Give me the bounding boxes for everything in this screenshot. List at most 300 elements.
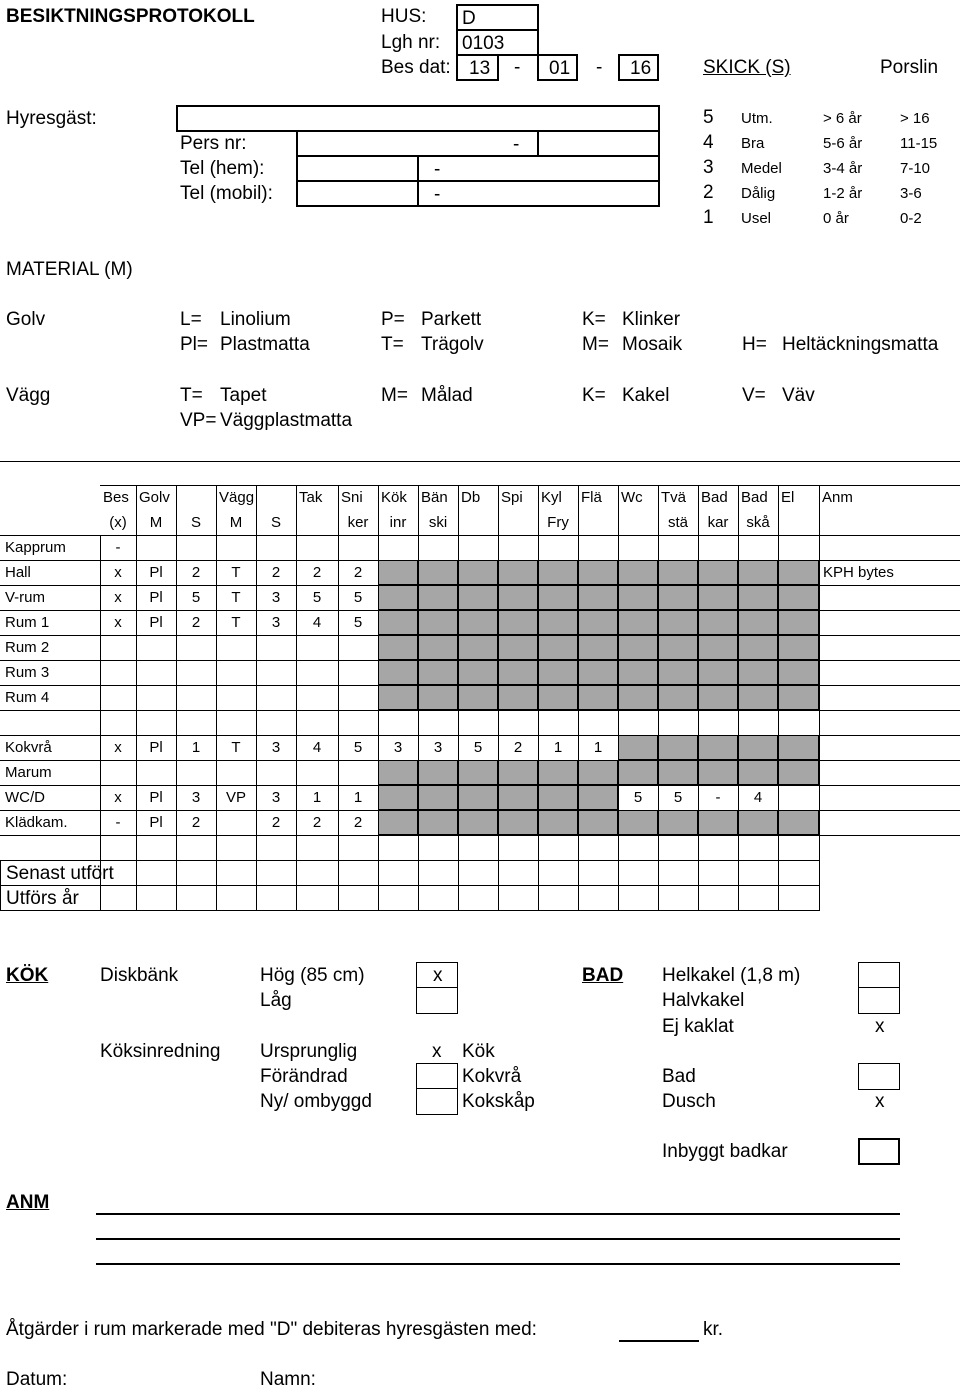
utfors-label: Utförs år bbox=[6, 888, 79, 909]
shaded-cell bbox=[618, 560, 658, 585]
table-cell[interactable]: T bbox=[231, 589, 241, 606]
material-heading: MATERIAL (M) bbox=[6, 259, 133, 280]
golv-code: L= bbox=[180, 309, 202, 330]
shaded-cell bbox=[538, 785, 578, 810]
column-header: Anm bbox=[822, 489, 853, 506]
kr-amount-line[interactable] bbox=[619, 1340, 699, 1342]
table-cell[interactable]: 1 bbox=[553, 739, 563, 756]
shaded-cell bbox=[458, 760, 498, 785]
room-label: WC/D bbox=[5, 789, 45, 806]
vagg-code: V= bbox=[742, 385, 766, 406]
table-cell[interactable]: 2 bbox=[513, 739, 523, 756]
table-cell[interactable]: 5 bbox=[353, 589, 363, 606]
table-cell[interactable]: 5 bbox=[673, 789, 683, 806]
shaded-cell bbox=[458, 685, 498, 710]
table-cell[interactable]: 5 bbox=[633, 789, 643, 806]
column-header: El bbox=[781, 489, 795, 506]
shaded-cell bbox=[538, 660, 578, 685]
table-cell[interactable]: Pl bbox=[149, 614, 163, 631]
anm-cell[interactable]: KPH bytes bbox=[823, 564, 894, 581]
table-cell[interactable]: 5 bbox=[353, 614, 363, 631]
column-header: Spi bbox=[501, 489, 523, 506]
table-cell[interactable]: 3 bbox=[271, 739, 281, 756]
skick-age: 3-4 år bbox=[823, 160, 863, 177]
lgh-value: 0103 bbox=[462, 33, 505, 54]
shaded-cell bbox=[738, 560, 778, 585]
inbyggt-label: Inbyggt badkar bbox=[662, 1141, 788, 1162]
table-cell[interactable]: 4 bbox=[753, 789, 763, 806]
column-header: Tak bbox=[299, 489, 323, 506]
table-rule bbox=[0, 560, 960, 561]
shaded-cell bbox=[458, 585, 498, 610]
forandrad-checkbox[interactable] bbox=[416, 1063, 458, 1090]
skick-porslin: > 16 bbox=[900, 110, 930, 127]
column-header: Tvä bbox=[661, 489, 687, 506]
room-label: Rum 4 bbox=[5, 689, 50, 706]
shaded-cell bbox=[578, 635, 618, 660]
shaded-cell bbox=[378, 660, 418, 685]
shaded-cell bbox=[778, 610, 819, 635]
table-cell[interactable]: 2 bbox=[353, 814, 363, 831]
bad-checkbox[interactable] bbox=[858, 1063, 900, 1090]
table-cell[interactable]: 5 bbox=[353, 739, 363, 756]
golv-name: Heltäckningsmatta bbox=[782, 334, 939, 355]
besdat-month: 01 bbox=[549, 58, 571, 79]
shaded-cell bbox=[538, 585, 578, 610]
column-subheader: ski bbox=[428, 514, 448, 531]
table-cell[interactable]: T bbox=[231, 739, 241, 756]
ejkaklat-label: Ej kaklat bbox=[662, 1016, 734, 1037]
table-cell[interactable]: T bbox=[231, 564, 241, 581]
shaded-cell bbox=[698, 760, 738, 785]
column-subheader: Fry bbox=[547, 514, 569, 531]
table-cell[interactable]: x bbox=[114, 564, 122, 581]
skick-age: 0 år bbox=[823, 210, 849, 227]
shaded-cell bbox=[778, 635, 819, 660]
dusch-value: x bbox=[875, 1091, 885, 1112]
anm-line[interactable] bbox=[96, 1213, 900, 1215]
besdat-day-field[interactable] bbox=[456, 54, 499, 81]
shaded-cell bbox=[778, 660, 819, 685]
table-rule bbox=[100, 485, 960, 486]
shaded-cell bbox=[698, 685, 738, 710]
shaded-cell bbox=[778, 735, 819, 760]
shaded-cell bbox=[498, 660, 538, 685]
column-header: Bad bbox=[701, 489, 728, 506]
shaded-cell bbox=[578, 785, 618, 810]
table-cell[interactable]: Pl bbox=[149, 589, 163, 606]
column-subheader: kar bbox=[707, 514, 729, 531]
anm-heading: ANM bbox=[6, 1192, 50, 1213]
table-rule bbox=[0, 535, 960, 536]
skick-porslin: 3-6 bbox=[900, 185, 922, 202]
kokvra-label: Kokvrå bbox=[462, 1066, 522, 1087]
ejkaklat-value: x bbox=[875, 1016, 885, 1037]
column-subheader: M bbox=[149, 514, 163, 531]
column-header: Flä bbox=[581, 489, 602, 506]
skick-heading: SKICK (S) bbox=[703, 57, 791, 78]
shaded-cell bbox=[618, 810, 658, 835]
column-header: Bän bbox=[421, 489, 448, 506]
datum-label: Datum: bbox=[6, 1369, 68, 1387]
column-subheader: M bbox=[229, 514, 243, 531]
shaded-cell bbox=[578, 810, 618, 835]
persnr-field[interactable] bbox=[296, 130, 660, 157]
vagg-name: Tapet bbox=[220, 385, 267, 406]
kr-label: kr. bbox=[703, 1319, 724, 1340]
table-cell[interactable]: 1 bbox=[312, 789, 322, 806]
table-rule bbox=[0, 635, 960, 636]
shaded-cell bbox=[378, 685, 418, 710]
table-cell[interactable]: 2 bbox=[271, 564, 281, 581]
shaded-cell bbox=[498, 560, 538, 585]
besdat-sep: - bbox=[514, 57, 521, 78]
halvkakel-checkbox[interactable] bbox=[858, 987, 900, 1014]
vagg-code: T= bbox=[180, 385, 203, 406]
table-cell[interactable]: x bbox=[114, 589, 122, 606]
senast-label: Senast utfört bbox=[6, 863, 114, 884]
column-header: Db bbox=[461, 489, 481, 506]
column-header: Wc bbox=[621, 489, 643, 506]
table-cell[interactable]: 3 bbox=[393, 739, 403, 756]
table-rule bbox=[498, 485, 499, 910]
table-rule bbox=[296, 485, 297, 910]
shaded-cell bbox=[458, 560, 498, 585]
table-rule bbox=[0, 860, 1, 910]
besdat-month-field[interactable] bbox=[537, 54, 578, 81]
shaded-cell bbox=[738, 635, 778, 660]
anm-line[interactable] bbox=[96, 1238, 900, 1240]
hyresgast-field[interactable] bbox=[176, 105, 660, 132]
vagg-code: K= bbox=[582, 385, 606, 406]
room-label: Rum 3 bbox=[5, 664, 50, 681]
table-cell[interactable]: VP bbox=[225, 789, 246, 806]
table-rule bbox=[0, 785, 960, 786]
kok-heading: KÖK bbox=[6, 965, 49, 986]
table-cell[interactable]: Pl bbox=[149, 739, 163, 756]
persnr-label: Pers nr: bbox=[180, 133, 247, 154]
lgh-field[interactable] bbox=[456, 29, 539, 56]
room-label: V-rum bbox=[5, 589, 46, 606]
vagg-name: Kakel bbox=[622, 385, 670, 406]
column-header: Kyl bbox=[541, 489, 562, 506]
shaded-cell bbox=[618, 610, 658, 635]
ursprunglig-label: Ursprunglig bbox=[260, 1041, 358, 1062]
table-rule bbox=[0, 610, 960, 611]
golv-code: P= bbox=[381, 309, 405, 330]
vagg-code: M= bbox=[381, 385, 408, 406]
vagg-label: Vägg bbox=[6, 385, 51, 406]
table-cell[interactable]: 2 bbox=[191, 564, 201, 581]
shaded-cell bbox=[458, 610, 498, 635]
table-cell[interactable]: 4 bbox=[312, 739, 322, 756]
column-header: Bes bbox=[103, 489, 129, 506]
shaded-cell bbox=[738, 760, 778, 785]
porslin-heading: Porslin bbox=[880, 57, 939, 78]
telmobil-label: Tel (mobil): bbox=[180, 183, 273, 204]
table-rule bbox=[338, 485, 339, 910]
besdat-sep: - bbox=[596, 57, 603, 78]
table-rule bbox=[778, 485, 779, 910]
golv-code: K= bbox=[582, 309, 606, 330]
shaded-cell bbox=[418, 560, 458, 585]
table-cell[interactable]: 3 bbox=[191, 789, 201, 806]
telhem-label: Tel (hem): bbox=[180, 158, 265, 179]
shaded-cell bbox=[418, 685, 458, 710]
shaded-cell bbox=[578, 560, 618, 585]
skick-number: 1 bbox=[703, 207, 714, 228]
column-subheader: (x) bbox=[109, 514, 127, 531]
column-header: Golv bbox=[139, 489, 170, 506]
shaded-cell bbox=[458, 810, 498, 835]
shaded-cell bbox=[658, 685, 698, 710]
shaded-cell bbox=[618, 660, 658, 685]
atgarder-text: Åtgärder i rum markerade med "D" debiteras hyresgästen med: bbox=[6, 1319, 537, 1340]
helkakel-label: Helkakel (1,8 m) bbox=[662, 965, 801, 986]
table-cell[interactable]: 4 bbox=[312, 614, 322, 631]
table-cell[interactable]: Pl bbox=[149, 564, 163, 581]
table-cell[interactable]: 1 bbox=[353, 789, 363, 806]
shaded-cell bbox=[658, 735, 698, 760]
shaded-cell bbox=[578, 660, 618, 685]
vagg-code: VP= bbox=[180, 410, 217, 431]
telhem-sep: - bbox=[434, 159, 441, 180]
shaded-cell bbox=[498, 810, 538, 835]
table-rule bbox=[0, 835, 960, 836]
shaded-cell bbox=[618, 685, 658, 710]
shaded-cell bbox=[458, 635, 498, 660]
golv-name: Trägolv bbox=[421, 334, 484, 355]
shaded-cell bbox=[658, 760, 698, 785]
shaded-cell bbox=[418, 760, 458, 785]
column-header: Bad bbox=[741, 489, 768, 506]
skick-number: 3 bbox=[703, 157, 714, 178]
shaded-cell bbox=[498, 685, 538, 710]
table-cell[interactable]: 3 bbox=[271, 614, 281, 631]
table-cell[interactable]: 2 bbox=[191, 614, 201, 631]
shaded-cell bbox=[418, 810, 458, 835]
shaded-cell bbox=[418, 585, 458, 610]
table-rule bbox=[538, 485, 539, 910]
room-label: Rum 1 bbox=[5, 614, 50, 631]
table-cell[interactable]: 2 bbox=[191, 814, 201, 831]
shaded-cell bbox=[458, 660, 498, 685]
namn-label: Namn: bbox=[260, 1369, 316, 1387]
golv-code: M= bbox=[582, 334, 609, 355]
table-rule bbox=[378, 485, 379, 910]
shaded-cell bbox=[458, 785, 498, 810]
shaded-cell bbox=[698, 560, 738, 585]
table-cell[interactable]: 5 bbox=[473, 739, 483, 756]
shaded-cell bbox=[578, 585, 618, 610]
vagg-name: Väv bbox=[782, 385, 815, 406]
table-cell[interactable]: 3 bbox=[271, 789, 281, 806]
column-subheader: stä bbox=[667, 514, 688, 531]
table-cell[interactable]: x bbox=[114, 739, 122, 756]
table-cell[interactable]: 2 bbox=[271, 814, 281, 831]
shaded-cell bbox=[618, 585, 658, 610]
table-rule bbox=[738, 485, 739, 910]
table-cell[interactable]: 5 bbox=[191, 589, 201, 606]
shaded-cell bbox=[658, 810, 698, 835]
shaded-cell bbox=[578, 760, 618, 785]
vagg-name: Väggplastmatta bbox=[220, 410, 353, 431]
shaded-cell bbox=[738, 610, 778, 635]
table-cell[interactable]: Pl bbox=[149, 814, 163, 831]
shaded-cell bbox=[538, 635, 578, 660]
diskbank-label: Diskbänk bbox=[100, 965, 179, 986]
column-header: Sni bbox=[341, 489, 363, 506]
table-cell[interactable]: 3 bbox=[433, 739, 443, 756]
inbyggt-checkbox[interactable] bbox=[858, 1138, 900, 1165]
shaded-cell bbox=[378, 810, 418, 835]
shaded-cell bbox=[378, 785, 418, 810]
shaded-cell bbox=[498, 610, 538, 635]
golv-code: H= bbox=[742, 334, 767, 355]
table-rule bbox=[256, 485, 257, 910]
shaded-cell bbox=[698, 585, 738, 610]
hus-value: D bbox=[462, 8, 476, 29]
shaded-cell bbox=[618, 635, 658, 660]
shaded-cell bbox=[738, 685, 778, 710]
table-cell[interactable]: x bbox=[114, 789, 122, 806]
bad-heading: BAD bbox=[582, 965, 624, 986]
hyresgast-label: Hyresgäst: bbox=[6, 108, 97, 129]
golv-name: Parkett bbox=[421, 309, 482, 330]
hog-label: Hög (85 cm) bbox=[260, 965, 365, 986]
golv-name: Mosaik bbox=[622, 334, 683, 355]
column-subheader: S bbox=[190, 514, 201, 531]
room-label: Rum 2 bbox=[5, 639, 50, 656]
besdat-year: 16 bbox=[630, 58, 652, 79]
telmobil-field[interactable] bbox=[296, 180, 660, 207]
lag-label: Låg bbox=[260, 990, 292, 1011]
table-cell[interactable]: 5 bbox=[312, 589, 322, 606]
shaded-cell bbox=[618, 760, 658, 785]
table-cell[interactable]: 1 bbox=[593, 739, 603, 756]
table-cell[interactable]: - bbox=[715, 789, 721, 806]
nyombyggd-checkbox[interactable] bbox=[416, 1088, 458, 1115]
shaded-cell bbox=[738, 735, 778, 760]
golv-name: Linolium bbox=[220, 309, 291, 330]
shaded-cell bbox=[778, 810, 819, 835]
telhem-field[interactable] bbox=[296, 155, 660, 182]
column-header: Vägg bbox=[219, 489, 255, 506]
table-rule bbox=[0, 860, 820, 861]
skick-number: 2 bbox=[703, 182, 714, 203]
table-rule bbox=[658, 485, 659, 910]
lgh-label: Lgh nr: bbox=[381, 32, 441, 53]
hog-checkbox[interactable] bbox=[416, 962, 458, 989]
shaded-cell bbox=[538, 610, 578, 635]
vagg-name: Målad bbox=[421, 385, 473, 406]
table-cell[interactable]: 3 bbox=[271, 589, 281, 606]
table-rule bbox=[0, 760, 960, 761]
table-cell[interactable]: T bbox=[231, 614, 241, 631]
nyombyggd-label: Ny/ ombyggd bbox=[260, 1091, 372, 1112]
shaded-cell bbox=[418, 660, 458, 685]
document-title: BESIKTNINGSPROTOKOLL bbox=[6, 6, 255, 27]
shaded-cell bbox=[618, 735, 658, 760]
table-cell[interactable]: 2 bbox=[312, 814, 322, 831]
shaded-cell bbox=[498, 760, 538, 785]
table-rule bbox=[819, 485, 820, 910]
persnr-sep: - bbox=[513, 134, 520, 155]
golv-code: Pl= bbox=[180, 334, 208, 355]
dusch-label: Dusch bbox=[662, 1091, 716, 1112]
shaded-cell bbox=[538, 560, 578, 585]
skick-porslin: 11-15 bbox=[900, 135, 938, 152]
halvkakel-label: Halvkakel bbox=[662, 990, 745, 1011]
helkakel-checkbox[interactable] bbox=[858, 962, 900, 989]
hog-value: x bbox=[433, 965, 443, 986]
shaded-cell bbox=[658, 560, 698, 585]
koksinredning-label: Köksinredning bbox=[100, 1041, 221, 1062]
skick-label: Utm. bbox=[741, 110, 773, 127]
golv-code: T= bbox=[381, 334, 404, 355]
shaded-cell bbox=[578, 610, 618, 635]
skick-label: Usel bbox=[741, 210, 772, 227]
shaded-cell bbox=[658, 635, 698, 660]
table-cell[interactable]: - bbox=[115, 814, 121, 831]
telmobil-sep: - bbox=[434, 184, 441, 205]
table-cell[interactable]: 2 bbox=[312, 564, 322, 581]
shaded-cell bbox=[738, 810, 778, 835]
golv-label: Golv bbox=[6, 309, 46, 330]
golv-name: Plastmatta bbox=[220, 334, 310, 355]
skick-label: Medel bbox=[741, 160, 782, 177]
shaded-cell bbox=[658, 585, 698, 610]
skick-number: 5 bbox=[703, 107, 714, 128]
shaded-cell bbox=[658, 660, 698, 685]
besdat-year-field[interactable] bbox=[618, 54, 659, 81]
shaded-cell bbox=[698, 810, 738, 835]
lag-checkbox[interactable] bbox=[416, 987, 458, 1014]
skick-label: Bra bbox=[741, 135, 765, 152]
table-cell[interactable]: 2 bbox=[353, 564, 363, 581]
table-cell[interactable]: 1 bbox=[191, 739, 201, 756]
table-rule bbox=[0, 810, 960, 811]
shaded-cell bbox=[378, 760, 418, 785]
table-cell[interactable]: - bbox=[115, 539, 121, 556]
shaded-cell bbox=[698, 635, 738, 660]
shaded-cell bbox=[378, 585, 418, 610]
skick-porslin: 7-10 bbox=[900, 160, 931, 177]
column-header: Kök bbox=[381, 489, 407, 506]
room-label: Hall bbox=[5, 564, 31, 581]
table-rule bbox=[0, 735, 960, 736]
table-cell[interactable]: Pl bbox=[149, 789, 163, 806]
table-rule bbox=[418, 485, 419, 910]
table-rule bbox=[136, 485, 137, 910]
anm-line[interactable] bbox=[96, 1263, 900, 1265]
forandrad-label: Förändrad bbox=[260, 1066, 348, 1087]
shaded-cell bbox=[498, 585, 538, 610]
table-rule bbox=[618, 485, 619, 910]
table-cell[interactable]: x bbox=[114, 614, 122, 631]
column-subheader: inr bbox=[389, 514, 407, 531]
shaded-cell bbox=[538, 760, 578, 785]
column-subheader: S bbox=[270, 514, 281, 531]
table-rule bbox=[578, 485, 579, 910]
skick-label: Dålig bbox=[741, 185, 776, 202]
column-subheader: ker bbox=[347, 514, 369, 531]
hus-field[interactable] bbox=[456, 4, 539, 31]
shaded-cell bbox=[418, 635, 458, 660]
besdat-label: Bes dat: bbox=[381, 57, 451, 78]
shaded-cell bbox=[378, 610, 418, 635]
table-rule bbox=[176, 485, 177, 910]
